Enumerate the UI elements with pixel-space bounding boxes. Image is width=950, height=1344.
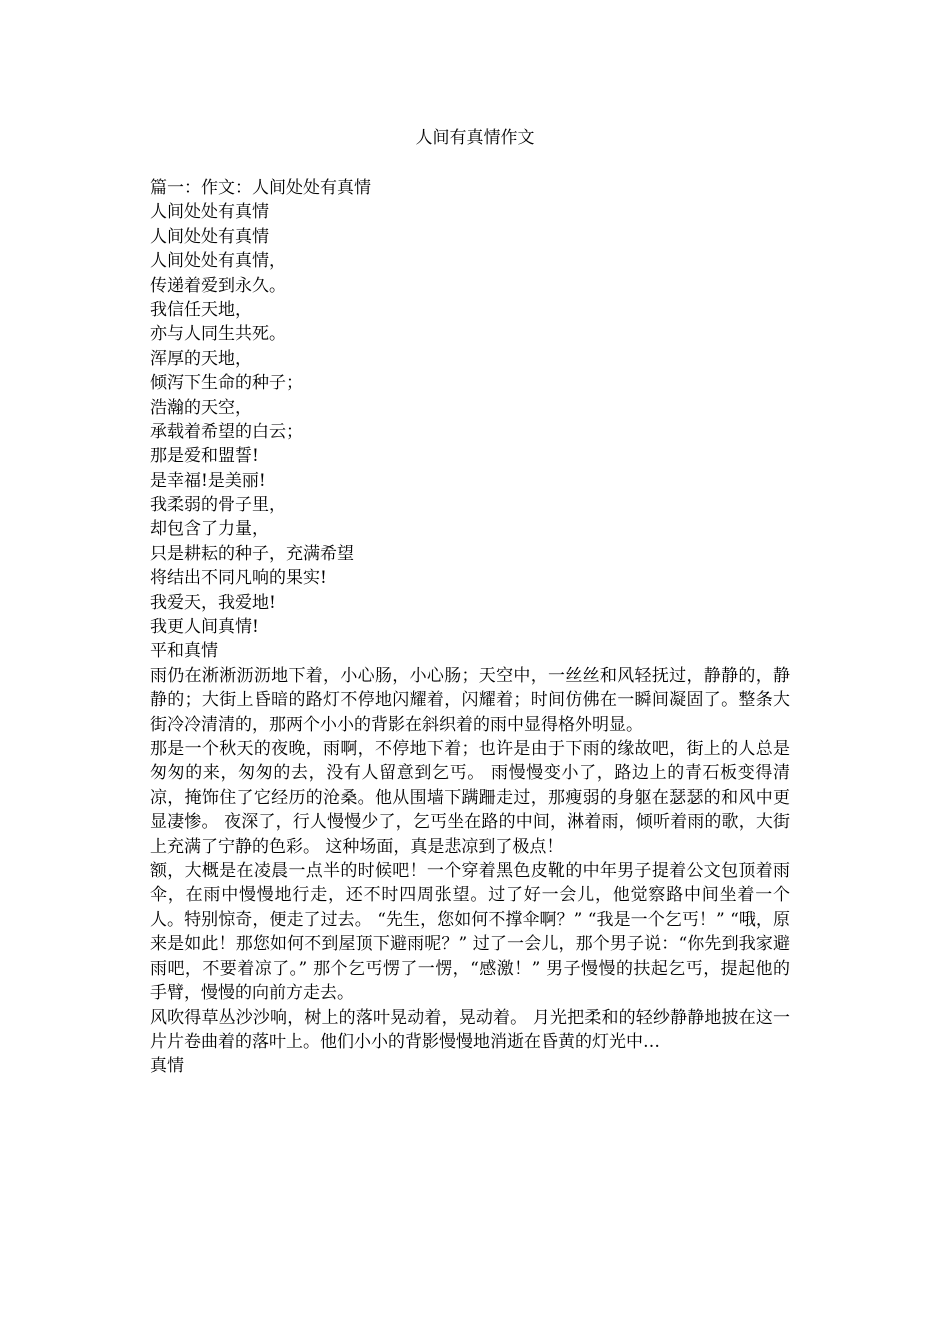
poem-line: 那是爱和盟誓! [150,446,259,467]
poem-line: 是幸福!是美丽! [150,470,266,491]
poem-line: 亦与人同生共死。 [150,324,286,345]
poem-line: 我爱天，我爱地! [150,592,276,613]
document-body [150,176,790,1079]
poem-line: 将结出不同凡响的果实! [150,568,327,589]
poem-line: 浩瀚的天空， [150,397,252,418]
poem-line: 我更人间真情! [150,617,259,638]
poem-line: 传递着爱到永久。 [150,275,286,296]
poem-line: 只是耕耘的种子，充满希望 [150,543,354,564]
subsection-heading: 平和真情 [150,641,218,662]
poem-line: 人间处处有真情， [150,251,286,272]
document-title: 人间有真情作文 [415,128,535,148]
subsection-heading: 真情 [150,1056,184,1077]
paragraph: 额，大概是在凌晨一点半的时候吧！一个穿着黑色皮靴的中年男子提着公文包顶着雨伞，在雨中慢慢地行走，还不时四周张望。过了好一会儿，他觉察路中间坐着一个人。特别惊奇，便走了过去。 “先生，您如何不撑伞啊？” “我是一个乞丐！” “哦，原来是如此！那您如何不到屋顶下避雨呢？” 过了一会儿，那个男子说：“你先到我家避雨吧，不要着凉了。” 那个乞丐愣了一愣，“感激！” 男子慢慢的扶起乞丐，提起他的手臂，慢慢的向前方走去。 [150,861,790,1004]
paragraph: 风吹得草丛沙沙响，树上的落叶晃动着，晃动着。 月光把柔和的轻纱静静地披在这一片片卷曲着的落叶上。他们小小的背影慢慢地消逝在昏黄的灯光中… [150,1007,790,1052]
paragraph: 那是一个秋天的夜晚，雨啊，不停地下着；也许是由于下雨的缘故吧，街上的人总是匆匆的来，匆匆的去，没有人留意到乞丐。 雨慢慢变小了，路边上的青石板变得清凉，掩饰住了它经历的沧桑。他从围墙下蹒跚走过，那瘦弱的身躯在瑟瑟的和风中更显凄惨。 夜深了，行人慢慢少了，乞丐坐在路的中间，淋着雨，倾听着雨的歌，大街上充满了宁静的色彩。 这种场面，真是悲凉到了极点！ [150,739,790,857]
poem-line: 浑厚的天地， [150,348,252,369]
poem-line: 人间处处有真情 [150,226,269,247]
poem-line: 倾泻下生命的种子； [150,373,303,394]
poem-line: 却包含了力量， [150,519,269,540]
poem-line: 我信任天地， [150,299,252,320]
section-heading: 篇一：作文：人间处处有真情 [150,178,371,198]
paragraph: 雨仍在淅淅沥沥地下着，小心肠，小心肠；天空中，一丝丝和风轻抚过，静静的，静静的；大街上昏暗的路灯不停地闪耀着，闪耀着；时间仿佛在一瞬间凝固了。整条大街冷冷清清的，那两个小小的背影在斜织着的雨中显得格外明显。 [150,665,790,735]
poem-line: 我柔弱的骨子里， [150,495,286,516]
poem-line: 人间处处有真情 [150,202,269,223]
poem-line: 承载着希望的白云； [150,421,303,442]
